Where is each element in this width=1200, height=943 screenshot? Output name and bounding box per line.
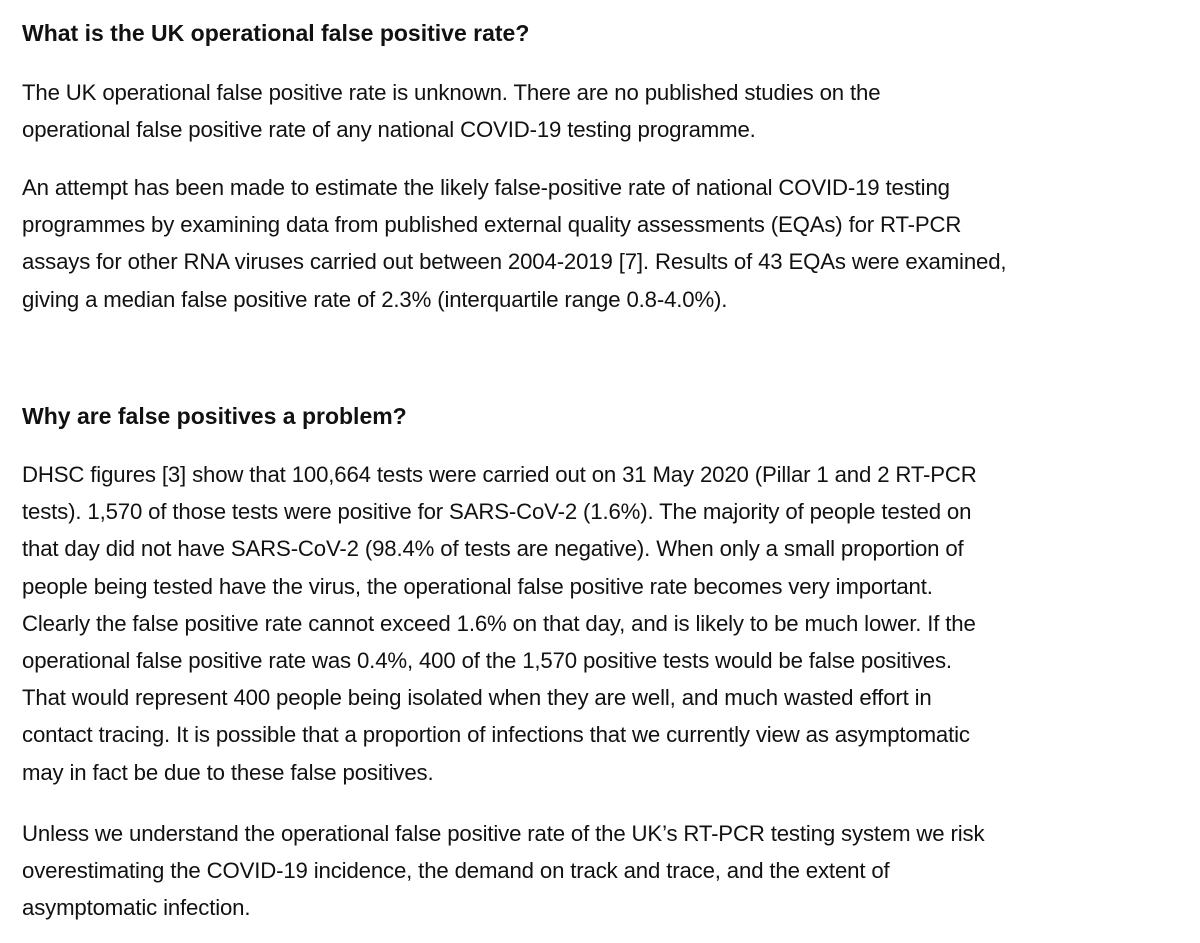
text-line: people being tested have the virus, the operational false positive rate becomes very important. bbox=[22, 573, 933, 599]
text-line: programmes by examining data from published external quality assessments (EQAs) for RT-PCR bbox=[22, 212, 962, 238]
text-line: operational false positive rate was 0.4%, 400 of the 1,570 positive tests would be false positives. bbox=[22, 648, 952, 674]
section-heading-why-problem: Why are false positives a problem? bbox=[22, 403, 407, 429]
text-line: may in fact be due to these false positives. bbox=[22, 759, 434, 785]
text-line: giving a median false positive rate of 2.3% (interquartile range 0.8-4.0%). bbox=[22, 286, 728, 312]
text-line: Unless we understand the operational false positive rate of the UK’s RT-PCR testing system we risk bbox=[22, 821, 985, 846]
text-line: DHSC figures [3] show that 100,664 tests were carried out on 31 May 2020 (Pillar 1 and 2 RT-PCR bbox=[22, 462, 977, 487]
paragraph-conclusion bbox=[22, 815, 984, 927]
text-line: that day did not have SARS-CoV-2 (98.4% of tests are negative). When only a small proportion of bbox=[22, 536, 964, 562]
text-line: tests). 1,570 of those tests were positive for SARS-CoV-2 (1.6%). The majority of people tested on bbox=[22, 499, 972, 525]
paragraph-rate-unknown bbox=[22, 74, 880, 148]
text-line: That would represent 400 people being isolated when they are well, and much wasted effort in bbox=[22, 685, 932, 711]
text-line: contact tracing. It is possible that a proportion of infections that we currently view as asymptomatic bbox=[22, 722, 970, 748]
text-line: asymptomatic infection. bbox=[22, 895, 251, 921]
text-line: Clearly the false positive rate cannot exceed 1.6% on that day, and is likely to be much lower. If the bbox=[22, 610, 976, 636]
text-line: An attempt has been made to estimate the likely false-positive rate of national COVID-19 testing bbox=[22, 175, 950, 200]
text-line: assays for other RNA viruses carried out between 2004-2019 [7]. Results of 43 EQAs were examined, bbox=[22, 249, 1007, 275]
text-line: overestimating the COVID-19 incidence, the demand on track and trace, and the extent of bbox=[22, 858, 890, 884]
text-line: operational false positive rate of any national COVID-19 testing programme. bbox=[22, 117, 756, 143]
paragraph-dhsc-figures bbox=[22, 456, 977, 791]
paragraph-eqa-estimate bbox=[22, 169, 1006, 318]
section-heading-false-positive-rate: What is the UK operational false positive rate? bbox=[22, 20, 530, 46]
text-line: The UK operational false positive rate is unknown. There are no published studies on the bbox=[22, 80, 881, 105]
